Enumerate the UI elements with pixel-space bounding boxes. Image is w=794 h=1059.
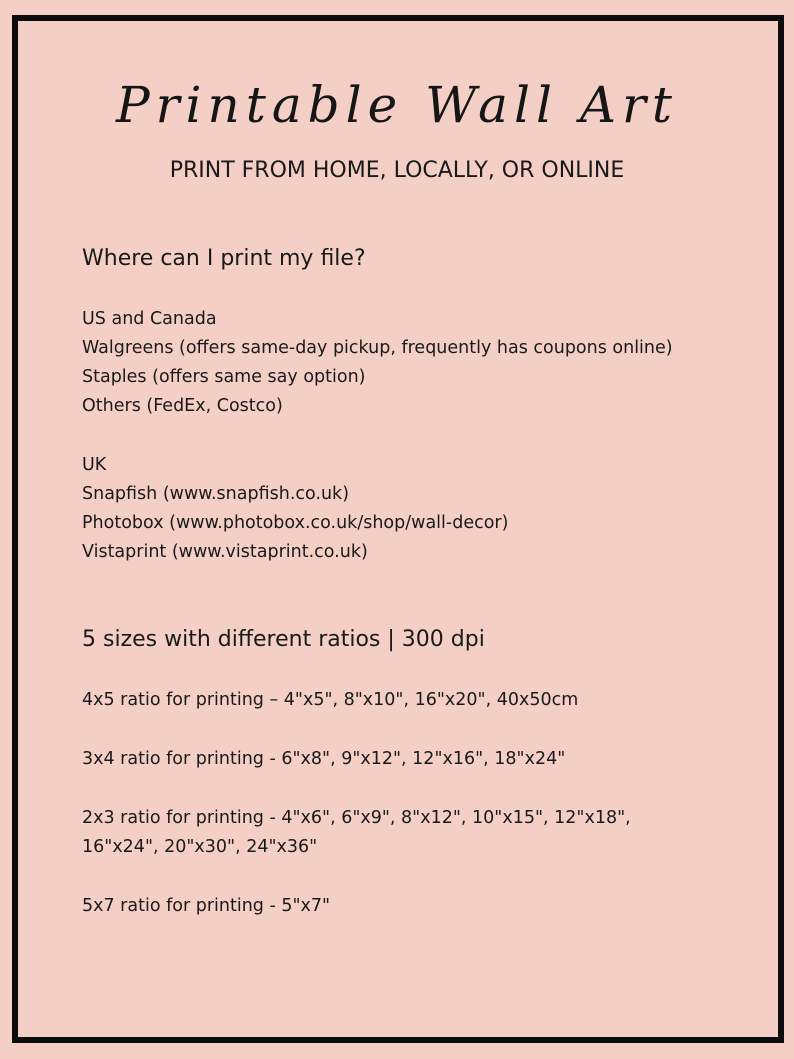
page-title: Printable Wall Art (116, 76, 678, 134)
page-subtitle: PRINT FROM HOME, LOCALLY, OR ONLINE (169, 158, 625, 183)
ratio-2x3-continued: 16"x24", 20"x30", 24"x36" (82, 837, 318, 857)
region-label-uk: UK (82, 455, 107, 475)
ratio-5x7: 5x7 ratio for printing - 5"x7" (82, 896, 331, 916)
region-label-us-canada: US and Canada (82, 309, 217, 329)
print-shop-vistaprint: Vistaprint (www.vistaprint.co.uk) (82, 542, 368, 562)
print-shop-staples: Staples (offers same say option) (82, 367, 366, 387)
print-shop-others: Others (FedEx, Costco) (82, 396, 283, 416)
where-to-print-heading: Where can I print my file? (82, 246, 366, 271)
ratio-4x5: 4x5 ratio for printing – 4"x5", 8"x10", 16"x20", 40x50cm (82, 690, 579, 710)
print-shop-snapfish: Snapfish (www.snapfish.co.uk) (82, 484, 350, 504)
ratio-2x3: 2x3 ratio for printing - 4"x6", 6"x9", 8"x12", 10"x15", 12"x18", (82, 808, 631, 828)
print-shop-walgreens: Walgreens (offers same-day pickup, frequently has coupons online) (82, 338, 673, 358)
print-shop-photobox: Photobox (www.photobox.co.uk/shop/wall-decor) (82, 513, 509, 533)
sizes-heading: 5 sizes with different ratios | 300 dpi (82, 627, 485, 652)
ratio-3x4: 3x4 ratio for printing - 6"x8", 9"x12", 12"x16", 18"x24" (82, 749, 566, 769)
